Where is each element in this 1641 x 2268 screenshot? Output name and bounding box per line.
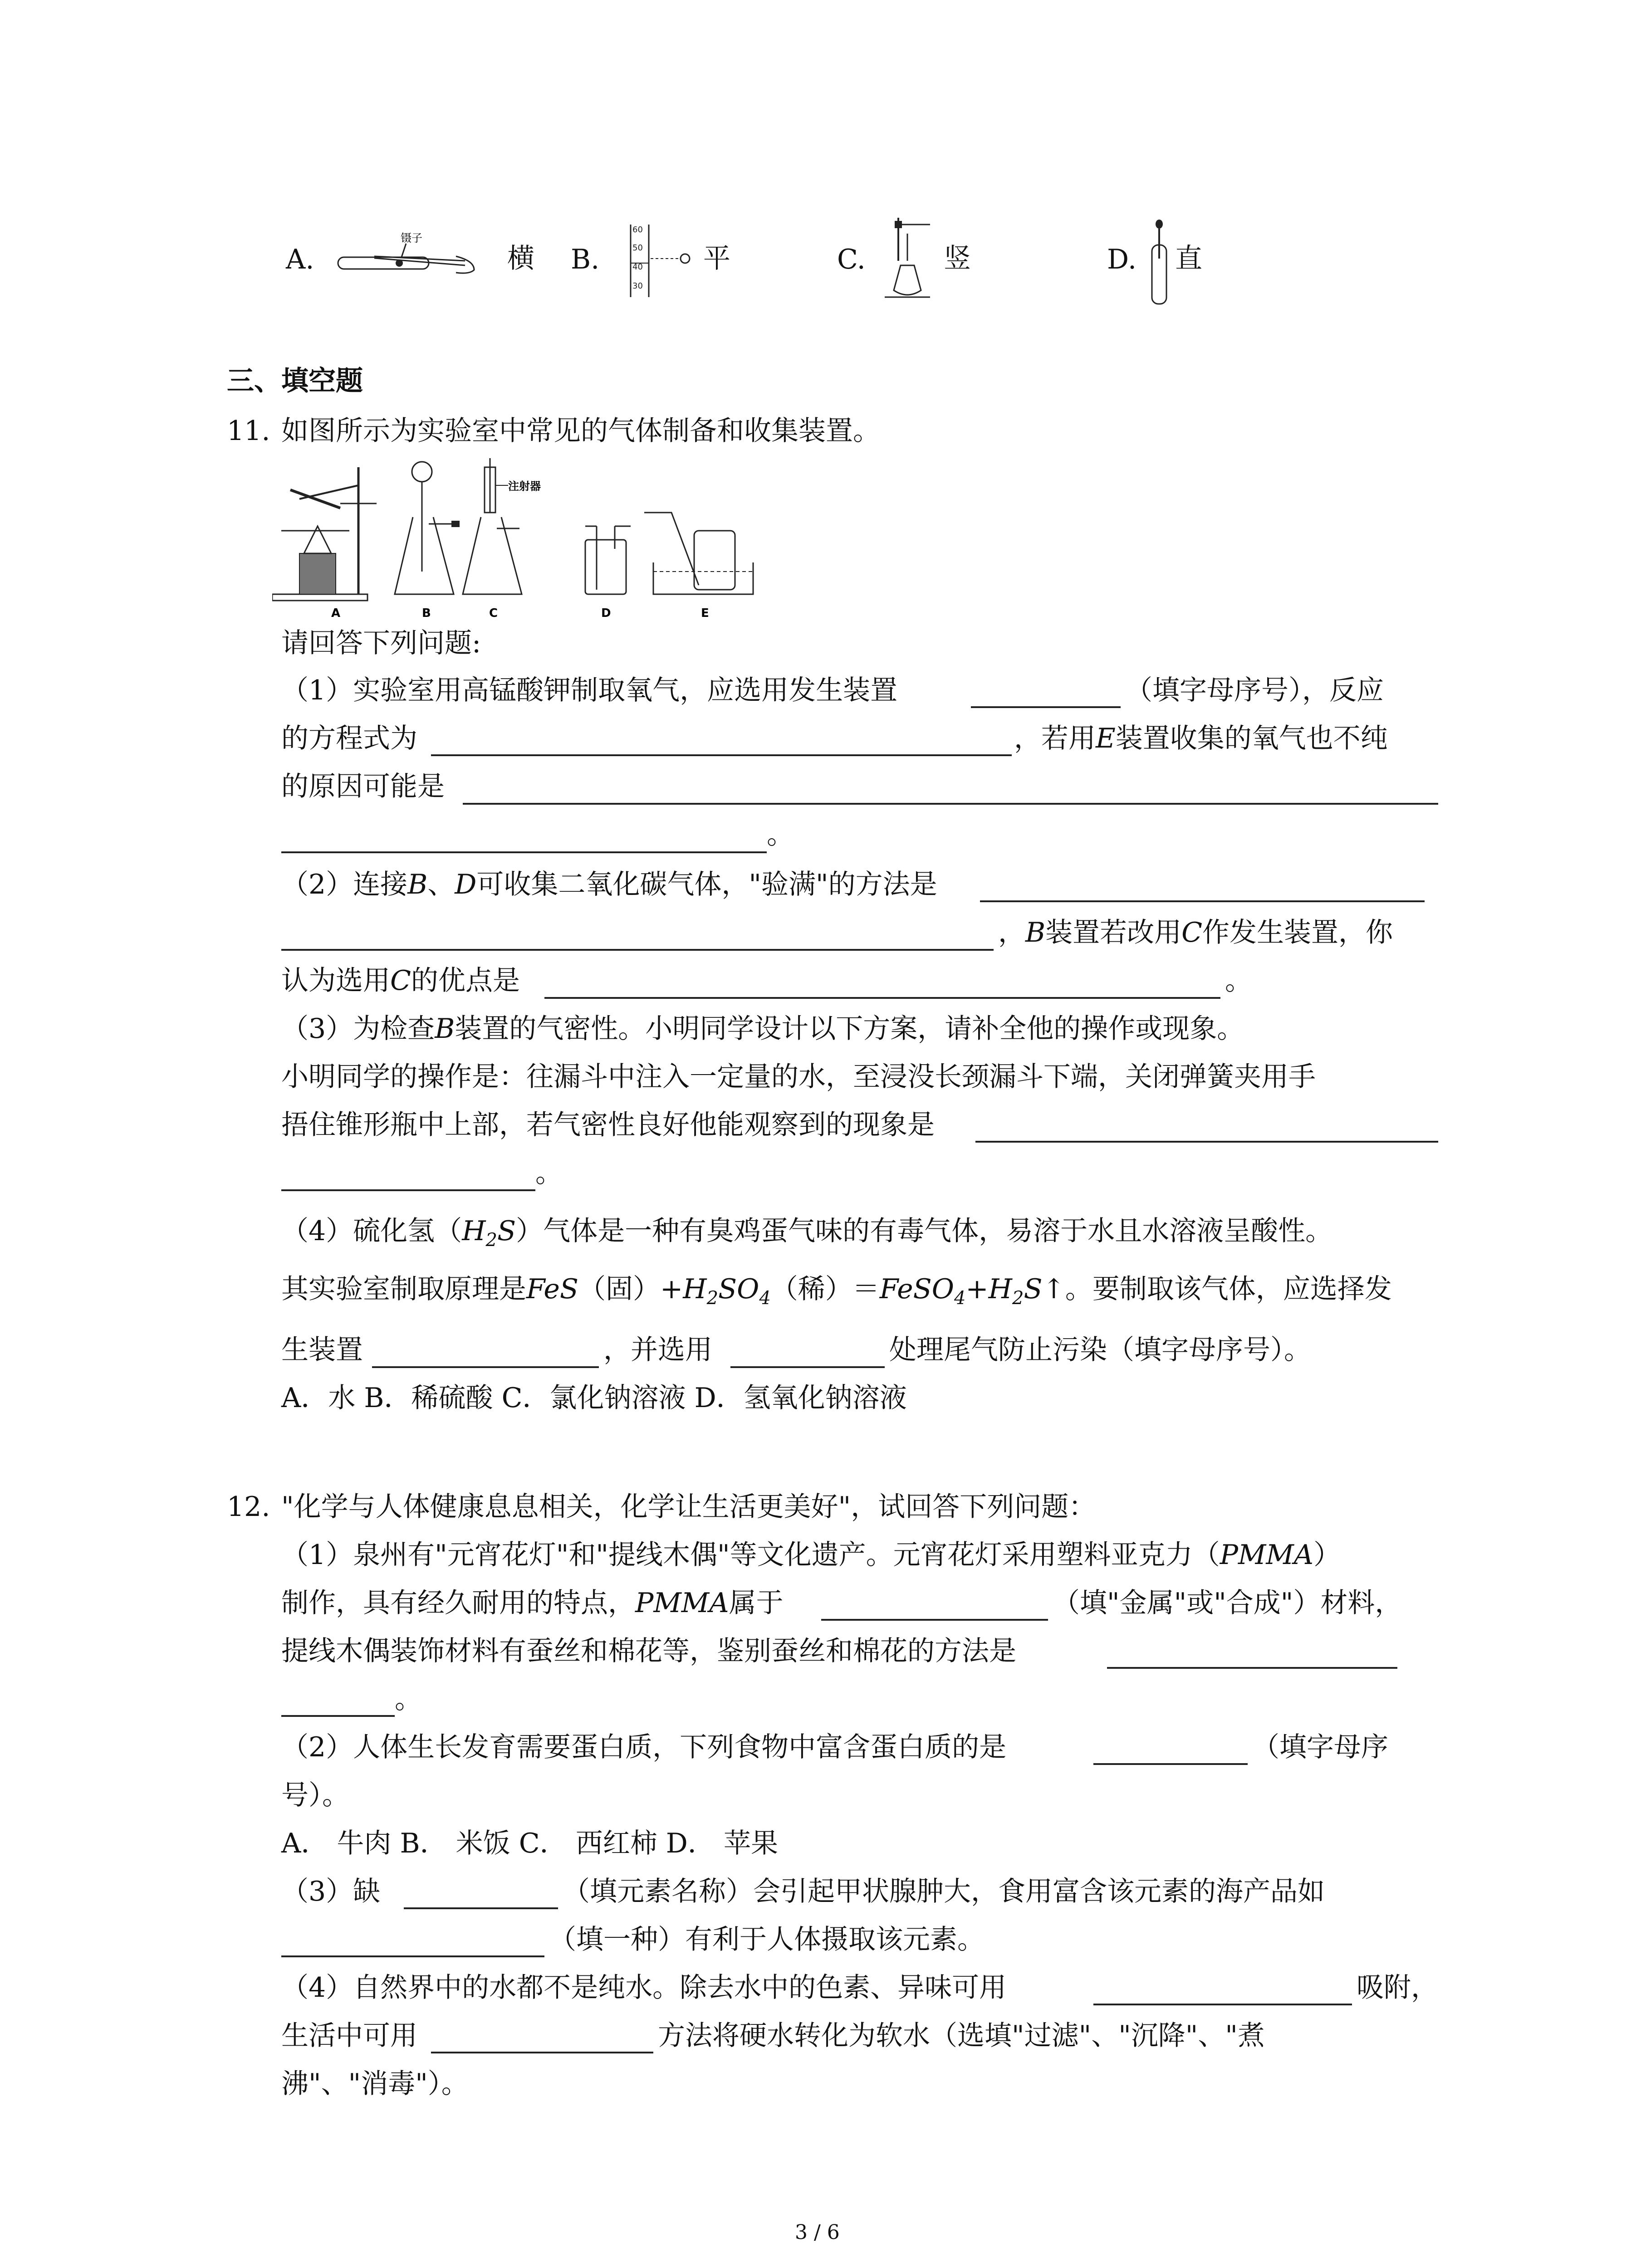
- q11-p4-l2d: H: [683, 1273, 707, 1305]
- section-title: 三、填空题: [227, 365, 363, 397]
- q11-p4-l2h: （稀）＝: [770, 1273, 880, 1305]
- q12-p2-blank-food[interactable]: [1093, 1763, 1248, 1765]
- q11-p1-blank-reason-cont[interactable]: [281, 851, 767, 853]
- q11-p4-l3b: ，并选用: [603, 1334, 712, 1366]
- q12-p2-l1a: （2）人体生长发育需要蛋白质，下列食物中富含蛋白质的是: [281, 1731, 1007, 1763]
- q11-p4-l3c: 处理尾气防止污染（填字母序号）。: [889, 1334, 1311, 1366]
- option-a-letter: A.: [286, 244, 314, 275]
- q11-p2-l1a: （2）连接: [281, 869, 408, 900]
- q11-p3-l1: [281, 1013, 1244, 1045]
- page-number: 3 / 6: [795, 2221, 840, 2244]
- q11-p3-l1c: 装置的气密性。小明同学设计以下方案，请补全他的操作或现象。: [455, 1013, 1244, 1045]
- q11-p4-l2g: 4: [759, 1288, 771, 1309]
- q11-prompt: 请回答下列问题:: [281, 627, 481, 659]
- tweezers-test-tube-icon: [320, 229, 483, 279]
- q11-p4-l1e: ）气体是一种有臭鸡蛋气味的有毒气体，易溶于水且水溶液呈酸性。: [516, 1215, 1333, 1247]
- q12-p1-l1c: ）: [1313, 1539, 1341, 1571]
- q11-p1-l1a: （1）实验室用高锰酸钾制取氧气，应选用发生装置: [281, 675, 898, 706]
- apparatus-e: [644, 513, 753, 620]
- q11-p2-l2a: ，: [998, 917, 1025, 948]
- syringe-label: 注射器: [508, 480, 541, 493]
- q11-p2-l2e: 作发生装置，你: [1202, 917, 1393, 948]
- option-c-figure: [876, 215, 939, 306]
- q11-p2-l2c: 装置若改用: [1045, 917, 1182, 948]
- q12-p4-l1a: （4）自然界中的水都不是纯水。除去水中的色素、异味可用: [281, 1972, 1007, 2004]
- q11-p4-l2b: FeS: [526, 1273, 578, 1305]
- q11-p2-l3b: C: [390, 965, 411, 997]
- q12-p2-option-b: B． 米饭: [400, 1828, 510, 1859]
- q11-p4-option-c: C．氯化钠溶液: [501, 1382, 686, 1414]
- label-c: C: [489, 606, 498, 620]
- q11-p2-blank-method[interactable]: [980, 900, 1425, 902]
- q12-p3-blank-element[interactable]: [404, 1907, 558, 1909]
- q11-p4-l2m: 2: [1012, 1288, 1024, 1309]
- q11-p2-l2b: B: [1025, 917, 1046, 948]
- q11-p4-l2e: 2: [706, 1288, 719, 1309]
- q11-p1-l3a: 的原因可能是: [281, 771, 445, 802]
- q11-p2-blank-advantage[interactable]: [544, 997, 1220, 999]
- tweezers-label: 镊子: [401, 232, 422, 244]
- q11-p4-l1a: （4）硫化氢（: [281, 1215, 462, 1247]
- apparatus-a: [272, 467, 377, 620]
- q12-p1-blank-method-cont[interactable]: [281, 1715, 395, 1717]
- q11-p4-l1b: H: [462, 1215, 486, 1247]
- q12-p1-l2a: [281, 1589, 784, 1617]
- option-d-letter: D.: [1107, 244, 1137, 275]
- q11-p1-l4end: 。: [767, 819, 794, 850]
- label-e: E: [701, 606, 709, 620]
- q12-p2-option-c: C． 西红柿: [519, 1828, 657, 1859]
- apparatus-d: [585, 526, 631, 620]
- q11-p2-l3end: 。: [1225, 965, 1252, 997]
- q11-p4-option-d: D．氢氧化钠溶液: [694, 1382, 907, 1414]
- q12-p1-l2a-text: 制作，具有经久耐用的特点，: [281, 1587, 635, 1619]
- label-a: A: [331, 606, 341, 620]
- option-c-text: 竖: [944, 243, 971, 274]
- q11-p4-l3a: 生装置: [281, 1334, 363, 1366]
- q11-p4-l2j: 4: [954, 1288, 966, 1309]
- q12-p2-option-a: A． 牛肉: [281, 1828, 392, 1859]
- q11-p1-blank-device[interactable]: [971, 706, 1121, 708]
- q11-p2-l3: [281, 965, 520, 997]
- q12-p2-l2: 号）。: [281, 1779, 349, 1811]
- q11-p4-l1d: S: [497, 1215, 516, 1247]
- q11-p4-l2o: ↑。要制取该气体，应选择发: [1042, 1273, 1392, 1305]
- q12-p4-l2b: 方法将硬水转化为软水（选填"过滤"、"沉降"、"煮: [658, 2020, 1265, 2052]
- q12-p1-blank-material[interactable]: [821, 1619, 1048, 1621]
- q12-p1-l2d: （填"金属"或"合成"）材料，: [1053, 1587, 1402, 1619]
- q11-p4-blank-absorbent[interactable]: [730, 1366, 885, 1368]
- q11-p2-l1: [281, 871, 937, 898]
- label-b: B: [422, 606, 431, 620]
- flask-stand-icon: [876, 215, 939, 306]
- q11-p2-l1e: 可收集二氧化碳气体，"验满"的方法是: [476, 869, 937, 900]
- q11-p2-l3c: 的优点是: [411, 965, 520, 997]
- q12-p2-l1b: （填字母序: [1252, 1731, 1388, 1763]
- q11-p4-options: [281, 1384, 907, 1412]
- q11-p4-l2a: 其实验室制取原理是: [281, 1273, 526, 1305]
- q12-p4-blank-softening[interactable]: [431, 2052, 653, 2053]
- q11-p4-l2c: （固）+: [578, 1273, 683, 1305]
- q11-p2-l2d: C: [1181, 917, 1203, 948]
- option-d-figure: [1146, 218, 1173, 308]
- tick-60: 60: [632, 225, 643, 235]
- q11-p2-blank-method-cont[interactable]: [281, 949, 994, 951]
- tick-50: 50: [632, 243, 643, 253]
- option-b-figure: [612, 222, 703, 299]
- q12-p1-l1: [281, 1541, 1341, 1569]
- q11-p4-option-b: B．稀硫酸: [364, 1382, 493, 1414]
- q11-p3-l3: 捂住锥形瓶中上部，若气密性良好他能观察到的现象是: [281, 1109, 935, 1141]
- tick-30: 30: [632, 281, 643, 291]
- q11-p3-l1b: B: [435, 1013, 455, 1045]
- q11-p4-l2f: SO: [718, 1273, 759, 1305]
- option-d-text: 直: [1175, 243, 1202, 274]
- q12-p2-options: [281, 1830, 778, 1857]
- q12-p3-blank-seafood[interactable]: [281, 1955, 544, 1957]
- graduated-cylinder-icon: [612, 222, 703, 299]
- q12-p1-l2b: PMMA: [635, 1587, 729, 1619]
- q11-p1-l2b: [1014, 725, 1388, 752]
- option-a-text: 横: [507, 243, 534, 274]
- q11-p1-l2b-text: ，若用: [1014, 723, 1096, 754]
- q11-p4-l2i: FeSO: [879, 1273, 954, 1305]
- q12-p1-l2c: 属于: [729, 1587, 784, 1619]
- q12-stem: "化学与人体健康息息相关，化学让生活更美好"，试回答下列问题：: [281, 1491, 1096, 1523]
- q11-p4-l2: [281, 1273, 1392, 1309]
- q11-p3-l2: 小明同学的操作是：往漏斗中注入一定量的水，至浸没长颈漏斗下端，关闭弹簧夹用手: [281, 1061, 1316, 1093]
- q11-p3-l1a: （3）为检查: [281, 1013, 435, 1045]
- q12-p4-blank-adsorbent[interactable]: [1093, 2004, 1352, 2005]
- q11-p2-l1b: B: [407, 869, 428, 900]
- test-tube-dropper-icon: [1146, 218, 1173, 308]
- q11-p4-l2k: +: [965, 1273, 989, 1305]
- q11-p3-blank-phenomenon-cont[interactable]: [281, 1189, 535, 1191]
- q12-p4-l3: 沸"、"消毒"）。: [281, 2068, 469, 2100]
- option-c-letter: C.: [837, 244, 866, 275]
- q12-p1-l3: 提线木偶装饰材料有蚕丝和棉花等，鉴别蚕丝和棉花的方法是: [281, 1635, 1016, 1667]
- q11-p1-l1b: （填字母序号），反应: [1125, 675, 1384, 706]
- label-d: D: [601, 606, 611, 620]
- q11-apparatus-figure: [272, 458, 771, 626]
- q11-p1-l2d: 装置收集的氧气也不纯: [1115, 723, 1388, 754]
- q11-number: 11.: [227, 415, 270, 447]
- q11-p3-l4end: 。: [535, 1157, 563, 1189]
- q12-number: 12.: [227, 1491, 270, 1523]
- q11-p1-l2a: 的方程式为: [281, 723, 417, 754]
- apparatus-b: [395, 462, 460, 620]
- q11-p4-l1c: 2: [485, 1230, 497, 1251]
- q11-p4-option-a: A．水: [281, 1382, 356, 1414]
- q11-p1-blank-equation[interactable]: [431, 754, 1012, 756]
- q11-p3-blank-phenomenon[interactable]: [975, 1141, 1438, 1143]
- q11-p2-l2: [998, 919, 1393, 946]
- q12-p1-l1b: PMMA: [1220, 1539, 1314, 1571]
- q12-p1-l1a: （1）泉州有"元宵花灯"和"提线木偶"等文化遗产。元宵花灯采用塑料亚克力（: [281, 1539, 1220, 1571]
- q12-p1-l4end: 。: [395, 1683, 422, 1715]
- gas-apparatus-diagram: [272, 458, 771, 626]
- tick-40: 40: [632, 262, 643, 272]
- option-b-text: 平: [703, 243, 730, 274]
- q12-p4-l1b: 吸附，: [1357, 1972, 1438, 2004]
- q11-p4-l2n: S: [1024, 1273, 1043, 1305]
- option-b-letter: B.: [571, 244, 600, 275]
- q11-p4-l1: [281, 1217, 1332, 1249]
- option-a-figure: [320, 229, 483, 279]
- q11-p1-blank-reason[interactable]: [463, 803, 1438, 805]
- q11-p2-l3a: 认为选用: [281, 965, 390, 997]
- q11-p4-l2l: H: [988, 1273, 1012, 1305]
- q11-p2-l1c: 、: [427, 869, 455, 900]
- q12-p3-l2: （填一种）有利于人体摄取该元素。: [549, 1924, 985, 1955]
- q12-p3-l1a: （3）缺: [281, 1876, 381, 1907]
- q11-stem: 如图所示为实验室中常见的气体制备和收集装置。: [281, 415, 880, 447]
- q11-p2-l1d: D: [455, 869, 477, 900]
- q11-p4-blank-device[interactable]: [372, 1366, 599, 1368]
- q12-p3-l1b: （填元素名称）会引起甲状腺肿大，食用富含该元素的海产品如: [563, 1876, 1325, 1907]
- q11-p1-l2c: E: [1096, 723, 1116, 754]
- q12-p4-l2a: 生活中可用: [281, 2020, 417, 2052]
- q12-p1-blank-method[interactable]: [1107, 1667, 1397, 1669]
- q12-p2-option-d: D． 苹果: [666, 1828, 778, 1859]
- apparatus-c: [463, 458, 541, 620]
